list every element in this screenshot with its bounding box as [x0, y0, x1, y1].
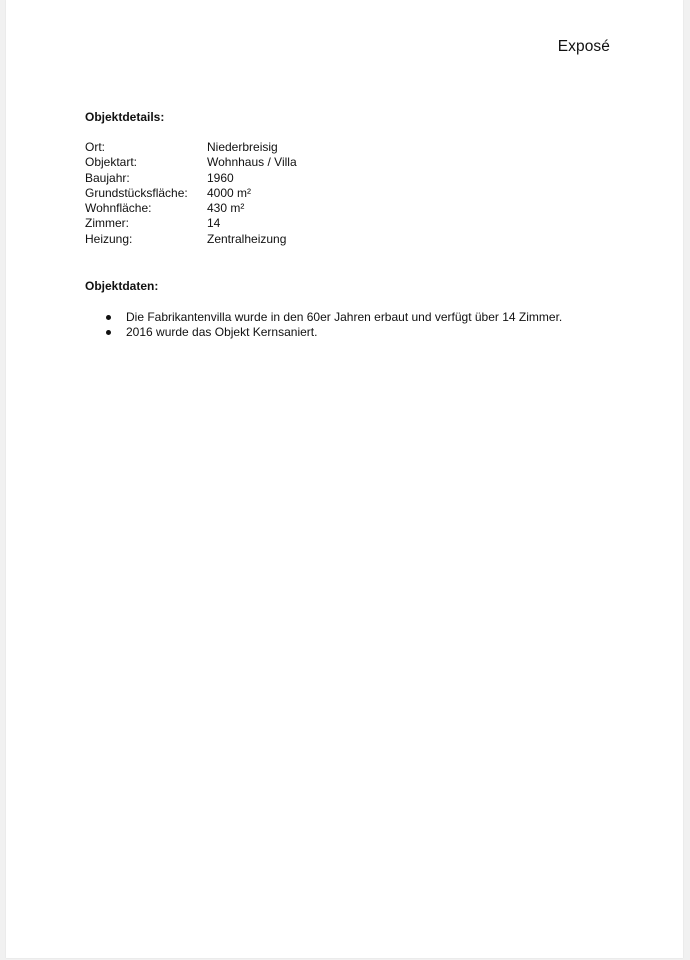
detail-row-objektart: [85, 155, 297, 170]
detail-label: Baujahr:: [85, 170, 130, 185]
bullet-icon: [103, 325, 126, 340]
detail-value: 1960: [207, 170, 234, 185]
list-item-text: Die Fabrikantenvilla wurde in den 60er Jahren erbaut und verfügt über 14 Zimmer.: [126, 310, 563, 324]
detail-value: 14: [207, 216, 221, 231]
detail-label: Ort:: [85, 140, 105, 154]
detail-row-ort: [85, 140, 297, 155]
objektdaten-heading: Objektdaten:: [85, 279, 159, 293]
detail-value: 4000 m²: [207, 185, 252, 200]
detail-value: Niederbreisig: [207, 140, 278, 154]
detail-row-wohnflaeche: [85, 201, 297, 216]
detail-label: Grundstücksfläche:: [85, 185, 188, 200]
document-page: [6, 0, 683, 958]
list-item: [103, 325, 562, 340]
objektdetails-table: [85, 140, 297, 247]
detail-row-grundstuecksflaeche: [85, 186, 297, 201]
detail-row-baujahr: [85, 171, 297, 186]
objektdetails-heading: Objektdetails:: [85, 110, 165, 124]
detail-label: Heizung:: [85, 231, 133, 246]
detail-label: Zimmer:: [85, 216, 129, 231]
detail-value: Wohnhaus / Villa: [207, 155, 297, 170]
detail-row-zimmer: [85, 216, 297, 231]
detail-value: Zentralheizung: [207, 231, 287, 246]
detail-value: 430 m²: [207, 201, 245, 216]
objektdaten-list: [103, 310, 562, 341]
list-item-text: 2016 wurde das Objekt Kernsaniert.: [126, 325, 318, 340]
document-title: Exposé: [557, 38, 610, 55]
bullet-icon: [103, 310, 126, 325]
list-item: [103, 310, 562, 325]
detail-label: Wohnfläche:: [85, 201, 152, 216]
detail-label: Objektart:: [85, 155, 138, 170]
detail-row-heizung: [85, 232, 297, 247]
